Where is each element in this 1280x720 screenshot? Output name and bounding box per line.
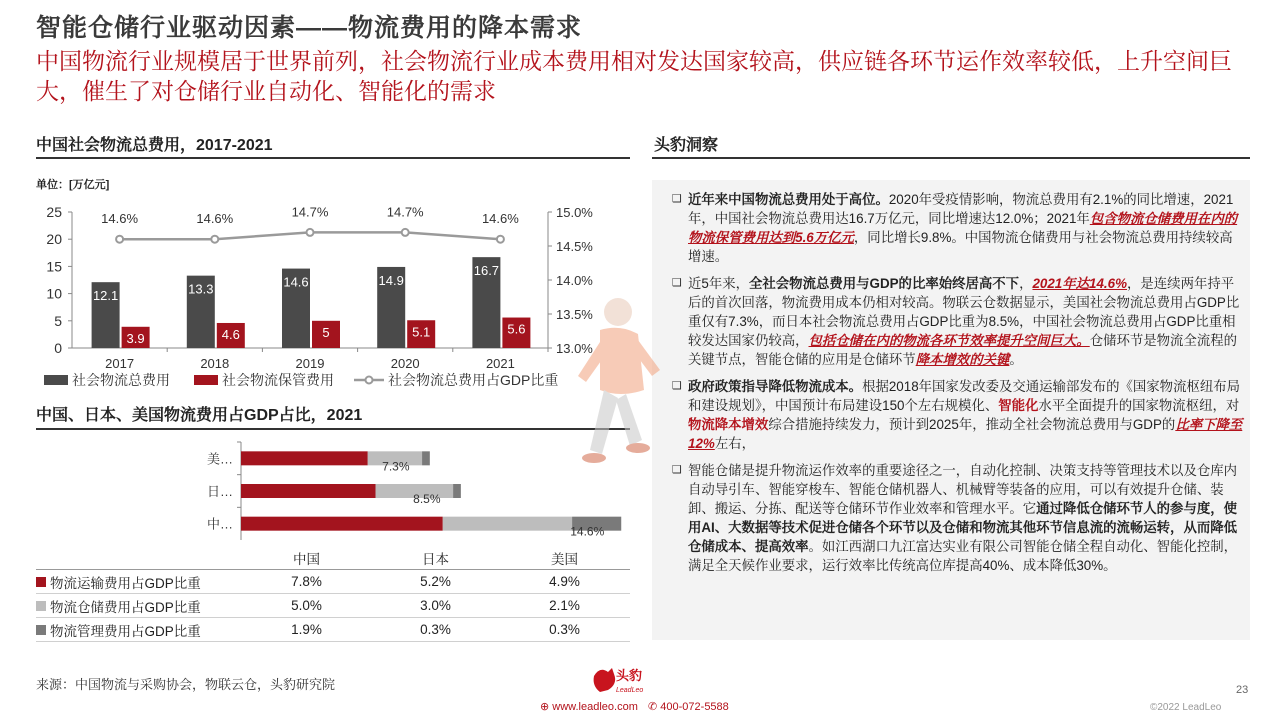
stacked-bar-segment xyxy=(241,484,376,498)
bullet-text-run: 2021年达14.6% xyxy=(1032,276,1128,291)
table-cell: 2.1% xyxy=(549,598,580,613)
stacked-bar-segment xyxy=(443,517,572,531)
insight-bullet-text xyxy=(688,274,1244,369)
y-tick-label: 10 xyxy=(46,285,62,302)
insight-title-rule xyxy=(652,157,1250,159)
bullet-text-run: 政府政策指导降低物流成本。 xyxy=(688,379,863,394)
bullet-text-run: 左右， xyxy=(714,436,755,451)
legend-swatch-storage xyxy=(194,375,218,385)
chart1-title: 中国社会物流总费用，2017-2021 xyxy=(36,137,273,154)
y-tick-label: 25 xyxy=(46,204,62,220)
total-label: 8.5% xyxy=(413,492,441,506)
table-header-usa: 美国 xyxy=(551,551,578,567)
table-cell: 5.0% xyxy=(291,598,322,613)
table-cell: 0.3% xyxy=(420,622,451,637)
bullet-text-run: 仓储环节是物流全流程的关键节点，智能仓储的应用是仓储环节 xyxy=(688,333,1238,367)
y2-tick-label: 13.0% xyxy=(556,341,593,356)
total-cost-label: 12.1 xyxy=(92,288,119,304)
storage-cost-label: 4.6 xyxy=(221,326,240,342)
bullet-text-run: 智能仓储是提升物流运作效率的重要途径之一，自动化控制、决策支持等管理技术以及仓库内自动导引车、智能穿梭车、智能仓储机器人、机械臂等装备的应用，可以有效提升仓储、装卸、搬运、分拣、配送等仓储环节作业效率和管理水平。它 xyxy=(688,463,1238,516)
legend-swatch xyxy=(36,625,46,635)
table-row xyxy=(36,570,630,594)
x-category-label: 2021 xyxy=(485,356,515,371)
bullet-text-run: ，同比增长9.8%。中国物流仓储费用与社会物流总费用持续较高增速。 xyxy=(688,230,1233,264)
y2-tick-label: 15.0% xyxy=(556,205,593,220)
table-row xyxy=(36,594,630,618)
runner-illustration xyxy=(560,290,670,490)
bullet-text-run: 包含物流仓储费用在内的物流保管费用达到5.6万亿元 xyxy=(688,211,1238,245)
y-tick-label: 20 xyxy=(46,231,62,248)
stacked-bar-segment xyxy=(241,451,368,465)
total-label: 7.3% xyxy=(382,459,410,474)
chart2-title: 中国、日本、美国物流费用占GDP占比，2021 xyxy=(36,407,363,424)
total-cost-label: 14.9 xyxy=(378,272,404,288)
x-category-label: 2017 xyxy=(105,356,135,371)
bullet-text-run: 。如江西湖口九江富达实业有限公司智能仓储全程自动化、智能化控制，满足全天候作业要求，运行效率比传统高位库提高40%、成本降低30%。 xyxy=(688,539,1238,573)
table-header-japan: 日本 xyxy=(422,551,449,567)
unit-label: 单位：[万亿元] xyxy=(36,179,110,191)
logo-subtext: LeadLeo xyxy=(616,687,644,694)
storage-cost-label: 5.1 xyxy=(412,324,431,340)
y-category-label: 美… xyxy=(206,451,233,467)
y-tick-label: 15 xyxy=(46,258,62,275)
table-header-row xyxy=(36,546,630,570)
insight-bullet-text xyxy=(688,190,1244,266)
bullet-text-run: 近5年来， xyxy=(688,276,750,291)
storage-cost-label: 5.6 xyxy=(507,321,526,337)
page-subtitle: 中国物流行业规模居于世界前列，社会物流行业成本费用相对发达国家较高，供应链各环节运作效率较低，上升空间巨大，催生了对仓储行业自动化、智能化的需求 xyxy=(36,48,1232,104)
y-category-label: 中… xyxy=(206,516,233,532)
table-row-label: 物流仓储费用占GDP比重 xyxy=(50,599,201,615)
y-tick-label: 0 xyxy=(54,340,62,356)
table-cell: 4.9% xyxy=(549,574,580,589)
y-category-label: 日… xyxy=(206,484,233,499)
legend-label-ratio: 社会物流总费用占GDP比重 xyxy=(388,372,559,388)
checkbox-icon: ❑ xyxy=(672,380,682,392)
bullet-text-run: 2020年受疫情影响，物流总费用有2.1%的同比增速，2021年，中国社会物流总费用达16.7万亿元，同比增速达12.0%；2021年 xyxy=(688,192,1234,226)
gdp-ratio-label: 14.7% xyxy=(291,204,329,220)
bullet-text-run: 比率下降至12% xyxy=(688,417,1243,451)
table-row-label: 物流运输费用占GDP比重 xyxy=(50,575,201,591)
insight-bullet-text xyxy=(688,461,1244,575)
source-note: 来源：中国物流与采购协会，物联云仓，头豹研究院 xyxy=(36,677,336,692)
total-cost-label: 16.7 xyxy=(473,263,500,279)
gdp-ratio-point xyxy=(307,229,314,236)
gdp-ratio-label: 14.6% xyxy=(196,211,234,227)
bullet-text-run: ， xyxy=(1019,276,1033,291)
insight-bullet xyxy=(672,190,1244,266)
table-cell: 3.0% xyxy=(420,598,451,613)
total-cost-label: 13.3 xyxy=(188,281,214,297)
gdp-ratio-point xyxy=(402,229,409,236)
bullet-text-run: 水平全面提升的国家物流枢纽，对 xyxy=(1038,398,1240,413)
total-label: 14.6% xyxy=(570,524,605,539)
bullet-text-run: 物流降本增效 xyxy=(688,417,769,432)
gdp-ratio-label: 14.7% xyxy=(386,204,424,220)
page-title: 智能仓储行业驱动因素——物流费用的降本需求 xyxy=(36,14,583,42)
copyright: ©2022 LeadLeo xyxy=(1150,702,1222,713)
table-cell: 0.3% xyxy=(549,622,580,637)
bullet-text-run: 。 xyxy=(1009,352,1023,367)
bullet-text-run: 降本增效的关键 xyxy=(915,352,1010,367)
stacked-bar-segment xyxy=(241,517,443,531)
legend-label-storage: 社会物流保管费用 xyxy=(222,372,334,388)
y2-tick-label: 13.5% xyxy=(556,307,593,322)
x-category-label: 2018 xyxy=(200,356,230,371)
checkbox-icon: ❑ xyxy=(672,277,682,289)
y2-tick-label: 14.0% xyxy=(556,273,593,288)
total-cost-label: 14.6 xyxy=(283,274,309,290)
legend-swatch xyxy=(36,577,46,587)
stacked-bar-segment xyxy=(453,484,461,498)
insight-bullet xyxy=(672,274,1244,369)
storage-cost-label: 5 xyxy=(322,324,330,340)
gdp-ratio-point xyxy=(211,236,218,243)
bullet-text-run: 近年来中国物流总费用处于高位。 xyxy=(688,192,889,207)
logistics-cost-chart xyxy=(0,195,640,400)
chart1-title-rule xyxy=(36,157,630,159)
x-category-label: 2020 xyxy=(390,356,420,371)
legend-swatch xyxy=(36,601,46,611)
page-number: 23 xyxy=(1236,684,1249,696)
insight-title: 头豹洞察 xyxy=(654,137,719,154)
legend-swatch-total xyxy=(44,375,68,385)
gdp-ratio-chart xyxy=(0,438,640,544)
insight-bullet-text xyxy=(688,377,1244,453)
legend-point-ratio xyxy=(366,377,373,384)
gdp-ratio-table xyxy=(36,546,630,642)
website-link[interactable]: ⊕ www.leadleo.com xyxy=(540,701,638,713)
bullet-text-run: 根据2018年国家发改委及交通运输部发布的《国家物流枢纽布局和建设规划》，中国预计布局建设150个左右规模化、 xyxy=(688,379,1241,413)
y2-tick-label: 14.5% xyxy=(556,239,593,254)
checkbox-icon: ❑ xyxy=(672,464,682,476)
insight-bullet xyxy=(672,377,1244,453)
table-row-label: 物流管理费用占GDP比重 xyxy=(50,623,201,639)
insight-bullets xyxy=(672,190,1244,583)
bullet-text-run: 全社会物流总费用与GDP的比率始终居高不下 xyxy=(749,276,1020,291)
bullet-text-run: 包括仓储在内的物流各环节效率提升空间巨大。 xyxy=(808,333,1090,348)
chart2-title-rule xyxy=(36,428,630,430)
bullet-text-run: ，是连续两年持平后的首次回落，物流费用成本仍相对较高。物联云仓数据显示，美国社会物流总费用占GDP比重仅有7.3%，而日本社会物流总费用占GDP比重为8.5%，中国社会物流总费用占GDP比重相较发达国家仍较高， xyxy=(688,276,1240,348)
checkbox-icon: ❑ xyxy=(672,193,682,205)
gdp-ratio-label: 14.6% xyxy=(101,211,139,227)
gdp-ratio-point xyxy=(116,236,123,243)
x-category-label: 2019 xyxy=(295,356,325,371)
gdp-ratio-label: 14.6% xyxy=(481,211,519,227)
table-header-china: 中国 xyxy=(293,551,320,567)
phone-icon: ✆ xyxy=(648,701,658,713)
legend-label-total: 社会物流总费用 xyxy=(72,372,170,388)
bullet-text-run: 智能化 xyxy=(998,398,1039,413)
bullet-text-run: 综合措施持续发力，预计到2025年，推动全社会物流总费用与GDP的 xyxy=(768,417,1176,432)
table-cell: 7.8% xyxy=(291,574,322,589)
table-row xyxy=(36,618,630,642)
bullet-text-run: 通过降低仓储环节人的参与度，使用AI、大数据等技术促进仓储各个环节以及仓储和物流其他环节信息流的流畅运转，从而降低仓储成本、提高效率 xyxy=(688,501,1238,554)
phone-link[interactable]: ✆ 400-072-5588 xyxy=(648,701,729,713)
logo-text: 头豹 xyxy=(616,668,643,683)
storage-cost-label: 3.9 xyxy=(126,330,145,346)
table-cell: 1.9% xyxy=(291,622,322,637)
leadleo-logo xyxy=(590,664,646,698)
insight-bullet xyxy=(672,461,1244,575)
y-tick-label: 5 xyxy=(54,312,62,329)
globe-icon: ⊕ xyxy=(540,701,550,713)
stacked-bar-segment xyxy=(422,451,430,465)
table-cell: 5.2% xyxy=(420,574,451,589)
gdp-ratio-point xyxy=(497,236,504,243)
